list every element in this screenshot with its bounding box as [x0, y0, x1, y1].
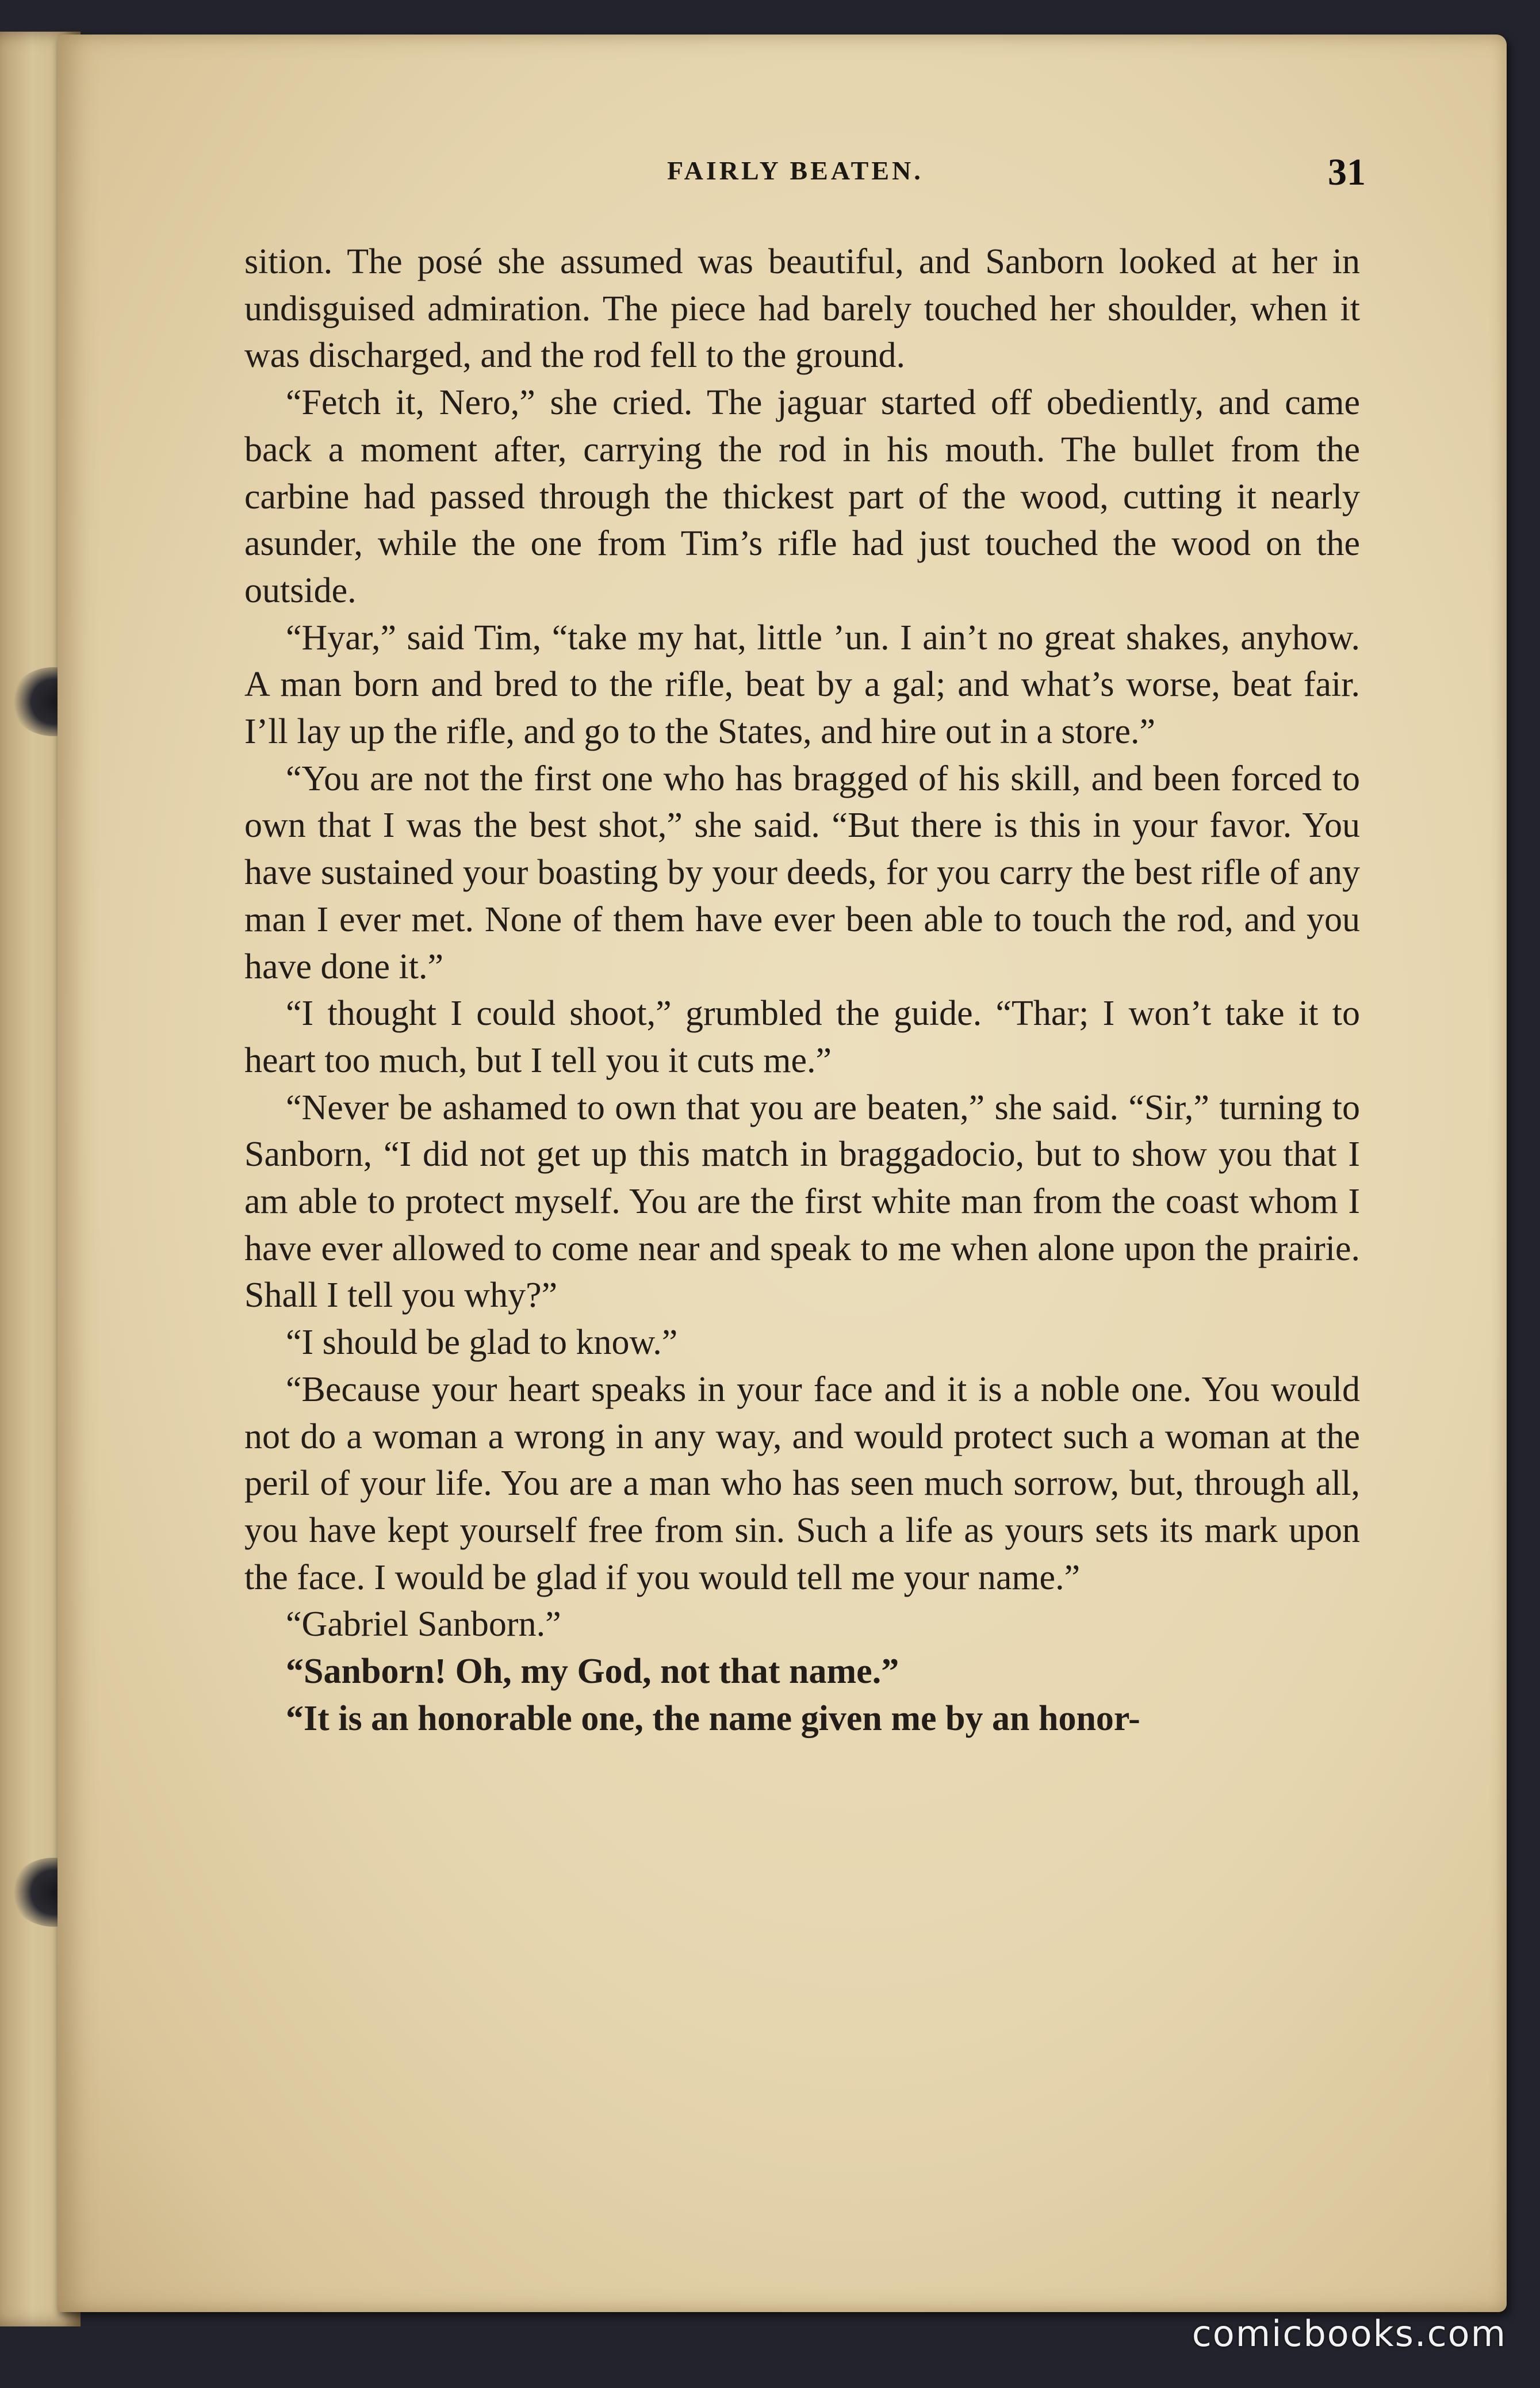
running-title: FAIRLY BEATEN. — [667, 156, 924, 185]
paragraph: “I should be glad to know.” — [286, 1323, 678, 1363]
paragraph: “Never be ashamed to own that you are beaten,” she said. “Sir,” turning to Sanborn, “I did not get up this match in braggadocio, but to show you that I am able to protect myself. You are the first white man from the coast whom I have ever allowed to come near and speak to me when alone upon the prairie. Shall I tell you why?” — [244, 1088, 1360, 1315]
page-number: 31 — [1328, 151, 1366, 193]
paragraph: “Gabriel Sanborn.” — [286, 1605, 561, 1644]
paragraph: “It is an honorable one, the name given me by an honor- — [286, 1698, 1140, 1738]
paragraph: “Sanborn! Oh, my God, not that name.” — [286, 1652, 899, 1692]
paragraph: sition. The posé she assumed was beautiful, and Sanborn looked at her in undisguised admiration. The piece had barely touched her shoulder, when it was discharged, and the rod fell to the ground. — [244, 242, 1360, 376]
paragraph: “Hyar,” said Tim, “take my hat, little ’un. I ain’t no great shakes, anyhow. A man born and bred to the rifle, beat by a gal; and what’s worse, beat fair. I’ll lay up the rifle, and go to the States, and hire out in a store.” — [244, 618, 1360, 752]
running-head — [247, 151, 1397, 201]
paragraph: “I thought I could shoot,” grumbled the guide. “Thar; I won’t take it to heart too much, but I tell you it cuts me.” — [244, 994, 1360, 1080]
paragraph: “You are not the first one who has bragged of his skill, and been forced to own that I was the best shot,” she said. “But there is this in your favor. You have sustained your boasting by your deeds, for you carry the best rifle of any man I ever met. None of them have ever been able to touch the rod, and you have done it.” — [244, 759, 1360, 986]
paragraph: “Because your heart speaks in your face and it is a noble one. You would not do a woman a wrong in any way, and would protect such a woman at the peril of your life. You are a man who has seen much sorrow, but, through all, you have kept yourself free from sin. Such a life as yours sets its mark upon the face. I would be glad if you would tell me your name.” — [244, 1369, 1360, 1597]
body-text — [244, 239, 1360, 1743]
site-watermark: comicbooks.com — [1192, 2313, 1507, 2355]
paragraph: “Fetch it, Nero,” she cried. The jaguar started off obediently, and came back a moment after, carrying the rod in his mouth. The bullet from the carbine had passed through the thickest part of the wood, cutting it nearly asunder, while the one from Tim’s rifle had just touched the wood on the outside. — [244, 383, 1360, 610]
